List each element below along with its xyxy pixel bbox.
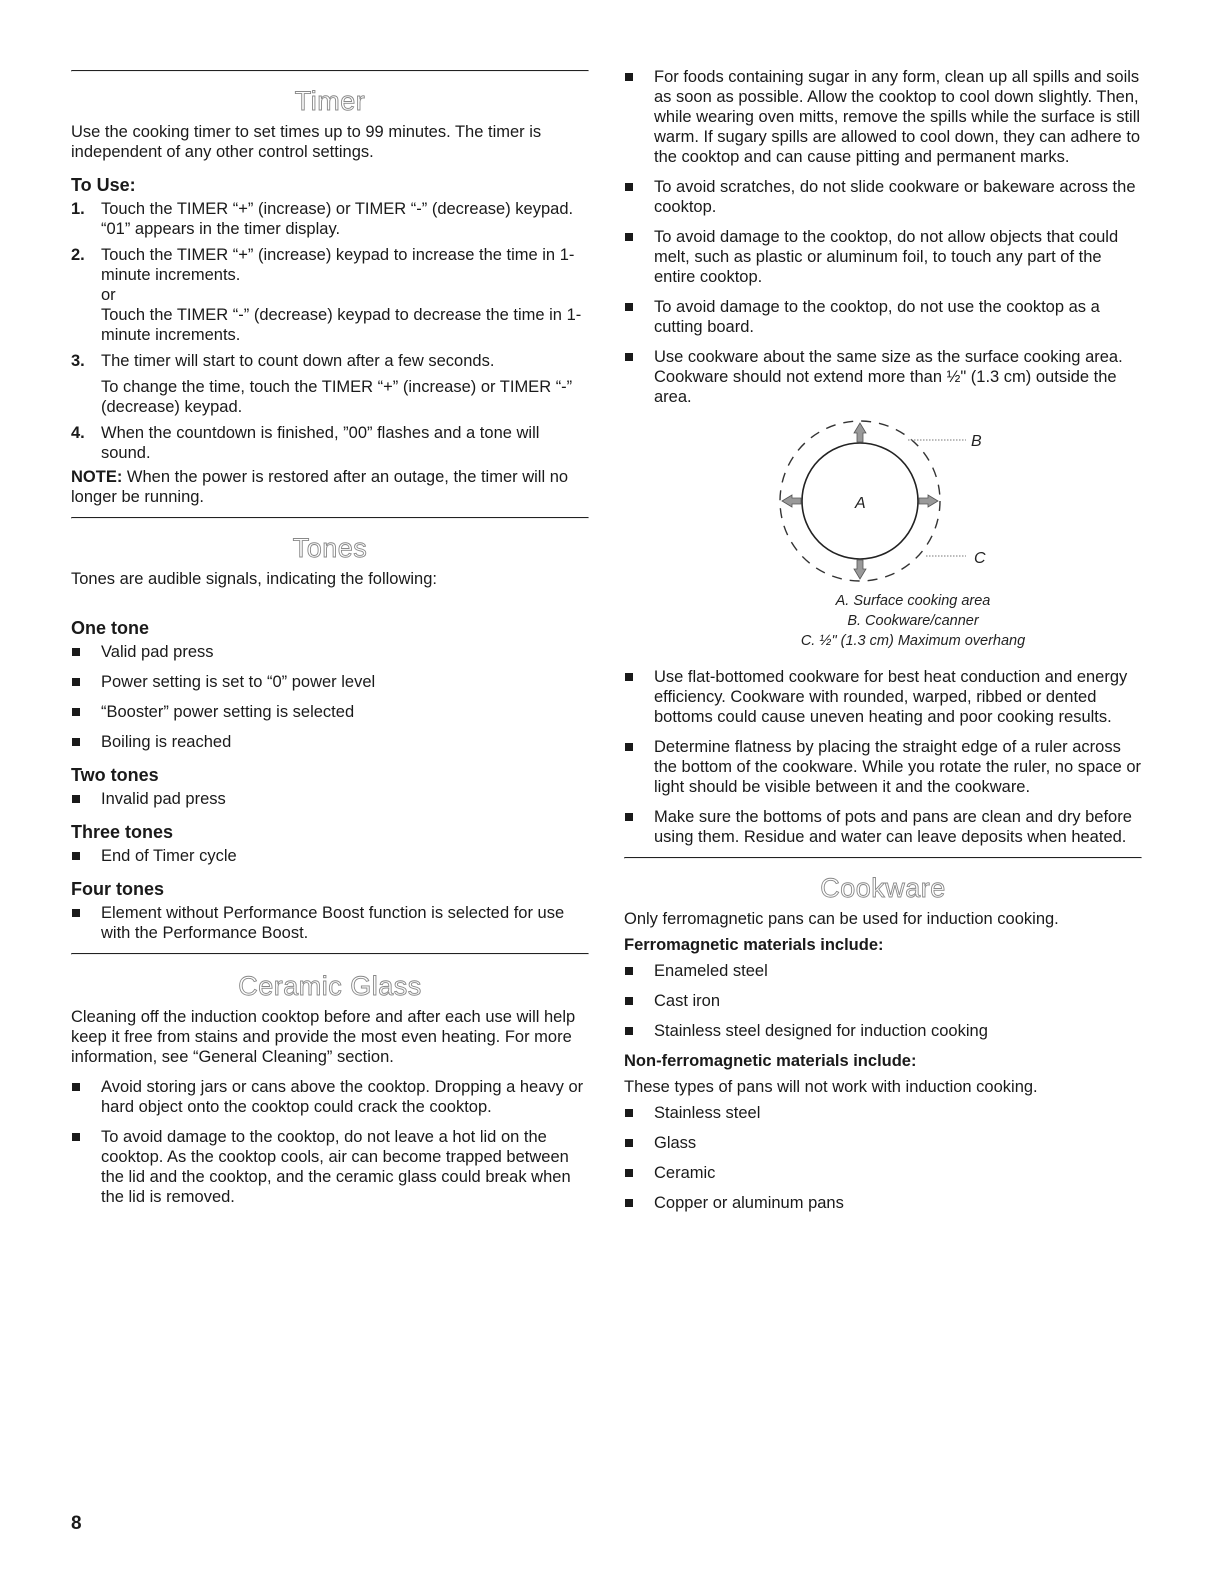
cookware-title: Cookware [820, 873, 946, 903]
arrow-down-icon [854, 560, 866, 579]
list-item: Stainless steel [624, 1103, 1142, 1123]
list-item: For foods containing sugar in any form, clean up all spills and soils as soon as possible. Allow the cooktop to cool down slightly. Then, while wearing oven mitts, remove the spills while the surface is still warm. If sugary spills are allowed to cool down, they can adhere to the cooktop and can cause pitting and permanent marks. [624, 67, 1142, 167]
list-item: Cast iron [624, 991, 1142, 1011]
nonferro-list [624, 1103, 1142, 1213]
page-number: 8 [71, 1513, 82, 1534]
nonferro-intro: These types of pans will not work with induction cooking. [624, 1078, 1038, 1096]
divider [624, 857, 1142, 859]
list-item: Ceramic [624, 1163, 1142, 1183]
list-item: Glass [624, 1133, 1142, 1153]
list-item: “Booster” power setting is selected [71, 702, 589, 722]
tone-list [71, 846, 589, 866]
list-item: Enameled steel [624, 961, 1142, 981]
ferro-list [624, 961, 1142, 1041]
tone-group-heading: Two tones [71, 765, 159, 785]
step-3: 3. The timer will start to count down after a few seconds. To change the time, touch the TIMER “+” (increase) or TIMER “-” (decrease) keypad. [71, 352, 573, 416]
list-item: Element without Performance Boost function is selected for use with the Performance Boost. [71, 903, 589, 943]
list-item: Valid pad press [71, 642, 589, 662]
nonferro-heading: Non-ferromagnetic materials include: [624, 1052, 917, 1070]
ceramic-list-continued [624, 67, 1142, 407]
list-item: Stainless steel designed for induction cooking [624, 1021, 1142, 1041]
divider [71, 70, 589, 72]
overhang-diagram-svg [624, 413, 1142, 591]
step-2: 2. Touch the TIMER “+” (increase) keypad to increase the time in 1-minute increments. or Touch the TIMER “-” (decrease) keypad to decrease the time in 1-minute increments. [71, 246, 582, 344]
ceramic-intro: Cleaning off the induction cooktop before and after each use will help keep it free from stains and provide the most even heating. For more information, see “General Cleaning” section. [71, 1008, 576, 1066]
cookware-overhang-diagram [624, 413, 1142, 591]
tone-group-heading: Four tones [71, 879, 164, 899]
ferro-heading: Ferromagnetic materials include: [624, 936, 884, 954]
tones-title: Tones [292, 533, 368, 563]
timer-title: Timer [294, 86, 366, 116]
list-item: Power setting is set to “0” power level [71, 672, 589, 692]
ceramic-list [71, 1077, 589, 1207]
list-item: To avoid damage to the cooktop, do not leave a hot lid on the cooktop. As the cooktop cools, air can become trapped between the lid and the cooktop, and the ceramic glass could break when the lid is removed. [71, 1127, 589, 1207]
label-c: C [974, 550, 986, 567]
diagram-captions [684, 591, 1142, 651]
left-column [71, 70, 589, 1217]
timer-steps [71, 199, 589, 463]
list-item: Make sure the bottoms of pots and pans are clean and dry before using them. Residue and water can leave deposits when heated. [624, 807, 1142, 847]
tone-list [71, 903, 589, 943]
right-column [624, 67, 1142, 1223]
tone-list [71, 789, 589, 809]
list-item: Copper or aluminum pans [624, 1193, 1142, 1213]
divider [71, 517, 589, 519]
caption-a: A. Surface cooking area [835, 593, 991, 609]
list-item: To avoid damage to the cooktop, do not allow objects that could melt, such as plastic or aluminum foil, to touch any part of the entire cooktop. [624, 227, 1142, 287]
label-a: A [855, 495, 866, 512]
cookware-intro: Only ferromagnetic pans can be used for induction cooking. [624, 910, 1059, 928]
timer-intro: Use the cooking timer to set times up to 99 minutes. The timer is independent of any other control settings. [71, 123, 542, 161]
arrow-left-icon [782, 495, 801, 507]
list-item: Boiling is reached [71, 732, 589, 752]
list-item: End of Timer cycle [71, 846, 589, 866]
tone-list [71, 642, 589, 752]
list-item: Use flat-bottomed cookware for best heat conduction and energy efficiency. Cookware with rounded, warped, ribbed or dented bottoms could cause uneven heating and poor cooking results. [624, 667, 1142, 727]
divider [71, 953, 589, 955]
caption-b: B. Cookware/canner [847, 613, 979, 629]
list-item: Use cookware about the same size as the surface cooking area. Cookware should not extend more than ½" (1.3 cm) outside the area. [624, 347, 1142, 407]
ceramic-glass-title: Ceramic Glass [238, 971, 422, 1001]
arrow-up-icon [854, 423, 866, 442]
list-item: To avoid scratches, do not slide cookware or bakeware across the cooktop. [624, 177, 1142, 217]
step-4: 4. When the countdown is finished, ”00” flashes and a tone will sound. [71, 424, 540, 462]
list-item: To avoid damage to the cooktop, do not use the cooktop as a cutting board. [624, 297, 1142, 337]
step-1: 1. Touch the TIMER “+” (increase) or TIMER “-” (decrease) keypad. “01” appears in the timer display. [71, 200, 574, 238]
timer-note: NOTE: When the power is restored after an outage, the timer will no longer be running. [71, 468, 569, 506]
list-item: Determine flatness by placing the straight edge of a ruler across the bottom of the cookware. While you rotate the ruler, no space or light should be visible between it and the cookware. [624, 737, 1142, 797]
label-b: B [971, 433, 982, 450]
to-use-heading: To Use: [71, 175, 136, 195]
tones-intro: Tones are audible signals, indicating the following: [71, 570, 437, 588]
tone-group-heading: Three tones [71, 822, 174, 842]
caption-c: C. ½" (1.3 cm) Maximum overhang [800, 633, 1026, 649]
arrow-right-icon [919, 495, 938, 507]
tone-group-heading: One tone [71, 618, 150, 638]
ceramic-list-after [624, 667, 1142, 847]
list-item: Avoid storing jars or cans above the cooktop. Dropping a heavy or hard object onto the cooktop could crack the cooktop. [71, 1077, 589, 1117]
list-item: Invalid pad press [71, 789, 589, 809]
